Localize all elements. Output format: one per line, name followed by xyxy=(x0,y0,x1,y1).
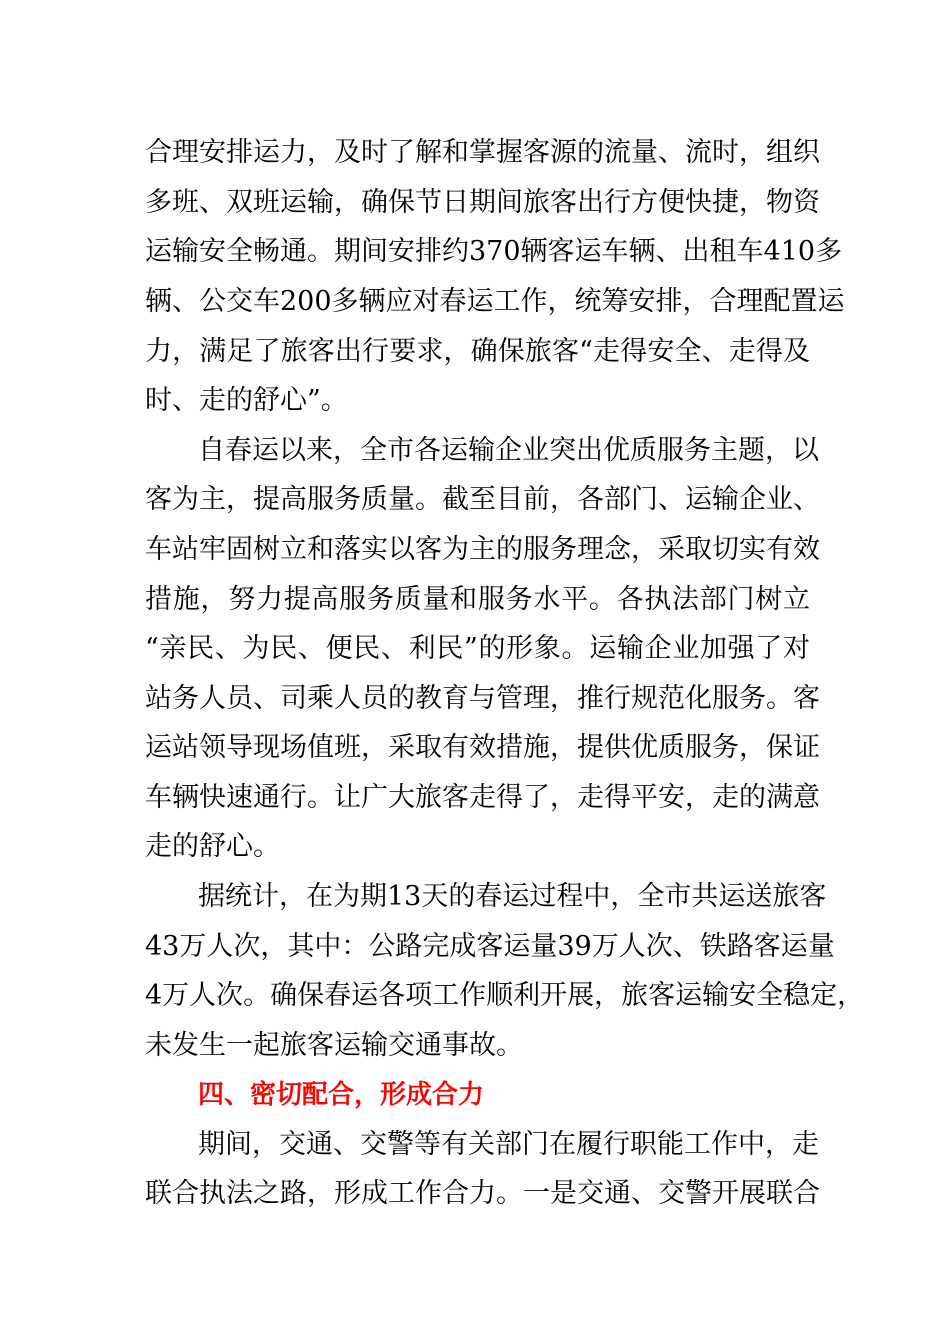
paragraph-line: 车站牢固树立和落实以客为主的服务理念，采取切实有效 xyxy=(145,534,820,565)
paragraph-line: 力，满足了旅客出行要求，确保旅客“走得安全、走得及 xyxy=(145,336,810,367)
paragraph-line: 辆、公交车200多辆应对春运工作，统筹安排，合理配置运 xyxy=(145,286,845,317)
paragraph-line: 期间，交通、交警等有关部门在履行职能工作中，走 xyxy=(198,1129,819,1160)
paragraph-line: 客为主，提高服务质量。截至目前，各部门、运输企业、 xyxy=(145,484,820,515)
paragraph-line: 车辆快速通行。让广大旅客走得了，走得平安，走的满意 xyxy=(145,782,820,813)
paragraph-line: 时、走的舒心”。 xyxy=(145,385,348,416)
paragraph-line: 站务人员、司乘人员的教育与管理，推行规范化服务。客 xyxy=(145,683,820,714)
paragraph-line: 自春运以来，全市各运输企业突出优质服务主题，以 xyxy=(198,435,819,466)
paragraph-line: “亲民、为民、便民、利民”的形象。运输企业加强了对 xyxy=(145,633,810,664)
paragraph-line: 据统计，在为期13天的春运过程中，全市共运送旅客 xyxy=(198,881,827,912)
paragraph-line: 措施，努力提高服务质量和服务水平。各执法部门树立 xyxy=(145,584,810,615)
paragraph-line: 4万人次。确保春运各项工作顺利开展，旅客运输安全稳定， xyxy=(145,980,865,1011)
paragraph-line: 走的舒心。 xyxy=(145,831,280,862)
paragraph-line: 运站领导现场值班，采取有效措施，提供优质服务，保证 xyxy=(145,732,820,763)
paragraph-line: 多班、双班运输，确保节日期间旅客出行方便快捷，物资 xyxy=(145,187,820,218)
paragraph-line: 联合执法之路，形成工作合力。一是交通、交警开展联合 xyxy=(145,1178,820,1209)
paragraph-line: 运输安全畅通。期间安排约370辆客运车辆、出租车410多 xyxy=(145,236,843,267)
paragraph-line: 43万人次，其中：公路完成客运量39万人次、铁路客运量 xyxy=(145,931,835,962)
paragraph-line: 未发生一起旅客运输交通事故。 xyxy=(145,1030,523,1061)
paragraph-line: 合理安排运力，及时了解和掌握客源的流量、流时，组织 xyxy=(145,137,820,168)
section-heading: 四、密切配合，形成合力 xyxy=(198,1080,485,1110)
